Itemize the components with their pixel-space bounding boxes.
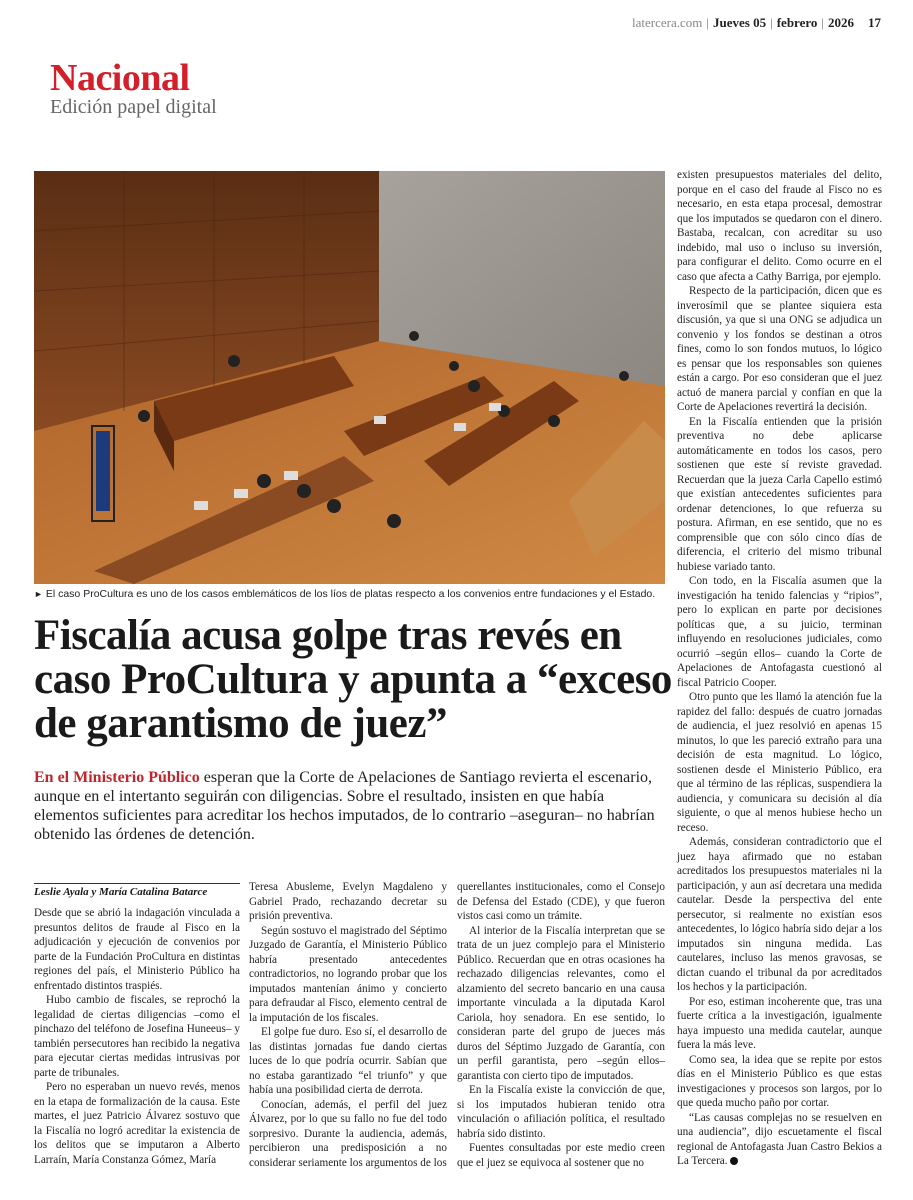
paragraph: Como sea, la idea que se repite por estos días en el Ministerio Público es que estas investigaciones y procesos son largos, por lo que queda mucho paño por cortar. (677, 1053, 882, 1109)
courtroom-photo (34, 171, 665, 584)
byline: Leslie Ayala y María Catalina Batarce (34, 883, 240, 898)
site-name: latercera.com (632, 15, 703, 30)
column-4 (677, 168, 882, 1169)
last-paragraph (677, 1111, 882, 1169)
lead-paragraph (34, 768, 664, 844)
paragraph: En la Fiscalía existe la convicción de que, si los imputados hubieran tenido otra vinculación o afiliación política, el resultado habría sido distinto. (457, 1084, 665, 1140)
paragraph: querellantes institucionales, como el Consejo de Defensa del Estado (CDE), y que fueron vistos casi como un trámite. (457, 881, 665, 922)
paragraph: Con todo, en la Fiscalía asumen que la investigación ha tenido falencias y “ripios”, pero lo explican en parte por decisiones políticas que, a su juicio, terminan influyendo en resoluciones judiciales, como ocurrió –según ellos– cuando la Corte de Apelaciones de Antofagasta cuestionó al fiscal Patricio Cooper. (677, 575, 882, 689)
paragraph: Respecto de la participación, dicen que es inverosímil que se plantee siquiera esta discusión, ya que si una ONG se adjudica un convenio y los fondos se destinan a otros fines, como lo son fondos mutuos, lo lógico es pensar que los responsables son quienes están a cargo. Por eso consideran que el juez actuó de manera parcial y confían en que la Corte de Apelaciones revertirá la decisión. (677, 285, 882, 413)
paragraph: Teresa Abusleme, Evelyn Magdaleno y Gabriel Prado, rechazando decretar su prisión preventiva. (249, 881, 447, 922)
end-of-article-icon (730, 1157, 738, 1165)
lead-kicker: En el Ministerio Público (34, 769, 200, 786)
paragraph: El golpe fue duro. Eso sí, el desarrollo de las distintas jornadas fue dando ciertas luces de lo que podría ocurrir. Sabían que no estaba garantizado “el triunfo” y que había una posibilidad cierta de derrota. (249, 1026, 447, 1096)
section-title: Nacional (50, 57, 190, 99)
paragraph: Según sostuvo el magistrado del Séptimo Juzgado de Garantía, el Ministerio Público habría presentado antecedentes contradictorios, no logrando probar que los imputados mantenían ánimo y concierto para defraudar al Fisco, elemento central de la imputación de los fiscales. (249, 924, 447, 1024)
page-header: latercera.com | Jueves 05 | febrero | 2026 17 (632, 15, 881, 30)
header-day: Jueves 05 (713, 15, 767, 30)
headline: Fiscalía acusa golpe tras revés en caso ProCultura y apunta a “exceso de garantismo de juez” (34, 612, 672, 747)
column-1 (34, 906, 240, 1167)
page-number: 17 (868, 15, 881, 30)
lead-text: esperan que la Corte de Apelaciones de Santiago revierta el escenario, aunque en el intertanto seguirán con diligencias. Sobre el resultado, insisten en que había elementos suficientes para acreditar los hechos imputados, de lo contrario –aseguran– no habrían obtenido las órdenes de detención. (34, 769, 655, 843)
paragraph: Hubo cambio de fiscales, se reprochó la legalidad de ciertas diligencias –como el pinchazo del teléfono de Josefina Huneeus– y también persecutores han recibido la negativa para ejecutar ciertas medidas intrusivas por parte de tribunales. (34, 994, 240, 1079)
paragraph: Por eso, estiman incoherente que, tras una fuerte crítica a la investigación, igualmente haya impuesto una medida cautelar, aunque fuera la más leve. (677, 995, 882, 1051)
edition-label: Edición papel digital (50, 96, 217, 118)
courtroom-illustration (34, 171, 665, 584)
paragraph: Otro punto que les llamó la atención fue la rapidez del fallo: después de cuatro jornadas de audiencia, el juez resolvió en apenas 15 minutos, lo que les pareció extraño para una decisión de esta magnitud. Lo lógico, sostienen desde el Ministerio Público, era que al término de las réplicas, suspendiera la audiencia, y comunicara su decisión al día siguiente, o que al menos hubiese hecho un receso. (677, 691, 882, 834)
header-year: 2026 (828, 15, 854, 30)
caption-text: El caso ProCultura es uno de los casos emblemáticos de los líos de platas respecto a los convenios entre fundaciones y el Estado. (45, 588, 656, 600)
paragraph: Conocían, además, el perfil del juez Álvarez, por lo que su fallo no fue del todo sorpresivo. Durante la audiencia, además, percibieron una predisposición a no considerar seriamente los argumentos de los (249, 1098, 447, 1169)
photo-caption (34, 588, 674, 600)
paragraph: Al interior de la Fiscalía interpretan que se trata de un juez complejo para el Ministerio Público. Recuerdan que en otras ocasiones ha rechazado diligencias relevantes, como el alzamiento del secreto bancario en una causa importante vinculada a la diputada Karol Cariola, hoy senadora. En ese sentido, lo consideran parte del grupo de jueces más duros del Séptimo Juzgado de Garantía, con un perfil garantista, pero –según ellos– garantista con cierto tipo de imputados. (457, 924, 665, 1082)
paragraph: Pero no esperaban un nuevo revés, menos en la etapa de formalización de la causa. Este martes, el juez Patricio Álvarez sostuvo que la Fiscalía no logró acreditar la existencia de los delitos que se imputaron a Alberto Larraín, María Constanza Gómez, María (34, 1081, 240, 1166)
column-3 (457, 880, 665, 1170)
paragraph: Además, consideran contradictorio que el juez haya afirmado que no estaban acreditados los presupuestos materiales ni la participación, y aun así decretara una medida cautelar. Desde la perspectiva del ente persecutor, si realmente no existían esos antecedentes, lo lógico habría sido dejar a los imputados sin ninguna medida. Las cautelares, incluso las menos gravosas, se dictan cuando el tribunal da por acreditados los hechos y la participación. (677, 836, 882, 993)
paragraph: existen presupuestos materiales del delito, porque en el caso del fraude al Fisco no es necesario, en esta etapa procesal, demostrar que los imputados se quedaron con el dinero. Bastaba, recalcan, con acreditar su uso indebido, mal uso o incluso su inversión, para configurar el delito. Como ocurre en el caso que afecta a Cathy Barriga, por ejemplo. (677, 169, 882, 283)
paragraph: Desde que se abrió la indagación vinculada a presuntos delitos de fraude al Fisco en la adjudicación y ejecución de convenios por parte de la Fundación ProCultura en distintas regiones del país, el Ministerio Público ha enfrentado distintos traspiés. (34, 907, 240, 992)
header-month: febrero (776, 15, 818, 30)
closing-quote: “Las causas complejas no se resuelven en una audiencia”, dijo escuetamente el fiscal regional de Antofagasta Juan Castro Bekios a La Tercera. (677, 1111, 882, 1167)
caption-triangle-icon: ► (34, 589, 43, 599)
paragraph: Fuentes consultadas por este medio creen que el juez se equivoca al sostener que no (457, 1142, 665, 1169)
paragraph: En la Fiscalía entienden que la prisión preventiva no debe aplicarse automáticamente en todos los casos, pero sostienen que este sí reviste gravedad. Recuerdan que la jueza Carla Capello estimó que existían antecedentes suficientes para ordenar detenciones, lo que refuerza su postura. Afirman, en ese sentido, que no es comprensible que con sólo cinco días de diferencia, el criterio del mismo tribunal hubiese variado tanto. (677, 415, 882, 573)
column-2 (249, 880, 447, 1170)
